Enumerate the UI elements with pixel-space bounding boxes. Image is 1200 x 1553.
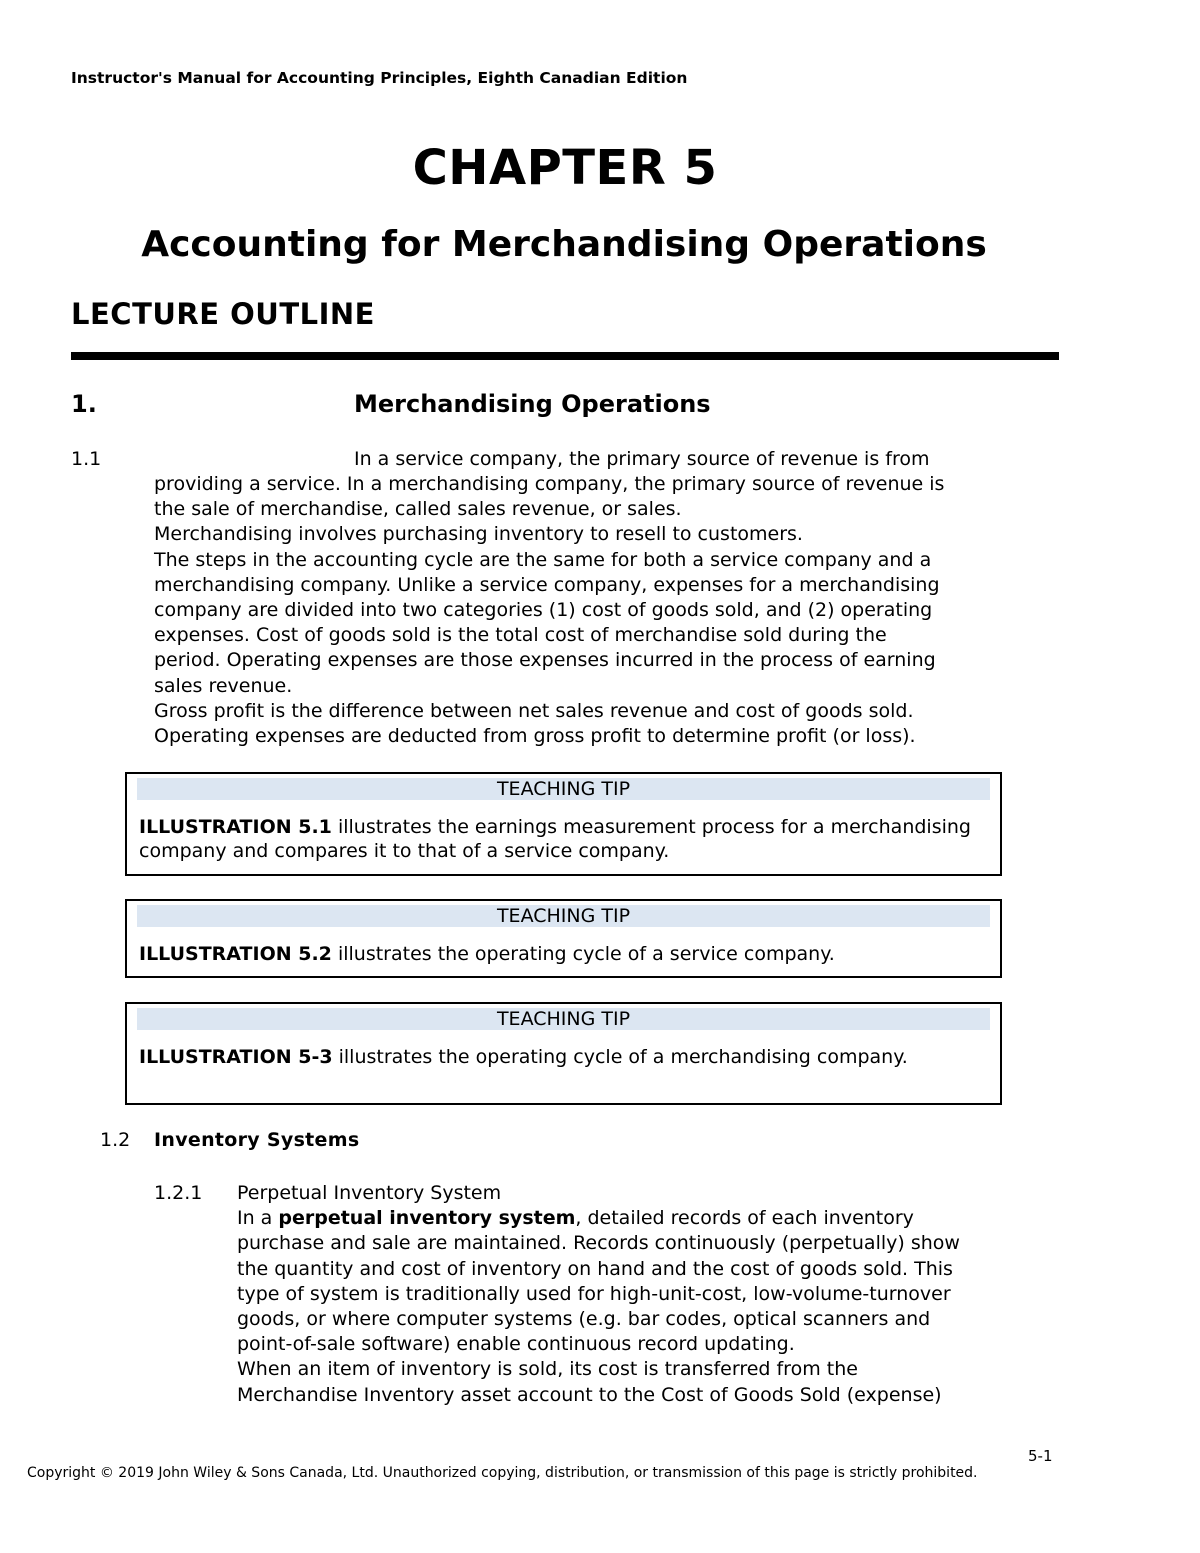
chapter-title: Accounting for Merchandising Operations	[141, 224, 987, 265]
paragraph-line: type of system is traditionally used for high-unit-cost, low-volume-turnover	[237, 1282, 951, 1305]
paragraph-line: Merchandise Inventory asset account to the Cost of Goods Sold (expense)	[237, 1383, 942, 1406]
paragraph-first-line: In a service company, the primary source of revenue is from	[354, 448, 930, 470]
paragraph-line: Gross profit is the difference between net sales revenue and cost of goods sold.	[154, 699, 914, 722]
section-number: 1.	[71, 390, 97, 418]
paragraph-line: goods, or where computer systems (e.g. bar codes, optical scanners and	[237, 1308, 931, 1331]
teaching-tip-text	[139, 815, 1000, 863]
paragraph-line: Operating expenses are deducted from gross profit to determine profit (or loss).	[154, 725, 916, 748]
teaching-tip-text	[139, 1045, 1000, 1069]
paragraph-line: the quantity and cost of inventory on hand and the cost of goods sold. This	[237, 1257, 953, 1280]
running-header: Instructor's Manual for Accounting Principles, Eighth Canadian Edition	[71, 69, 688, 87]
teaching-tip-body: illustrates the operating cycle of a merchandising company.	[332, 1046, 908, 1068]
paragraph-line: expenses. Cost of goods sold is the total cost of merchandise sold during the	[154, 624, 887, 647]
after-term-text: , detailed records of each inventory	[575, 1207, 914, 1230]
paragraph-line: providing a service. In a merchandising company, the primary source of revenue is	[154, 473, 945, 495]
subsubsection-title: Perpetual Inventory System	[237, 1182, 502, 1204]
paragraph-line: When an item of inventory is sold, its cost is transferred from the	[237, 1358, 858, 1381]
copyright-notice: Copyright © 2019 John Wiley & Sons Canada, Ltd. Unauthorized copying, distribution, or transmission of this page is strictly prohibited.	[27, 1465, 978, 1481]
subsubsection-number: 1.2.1	[154, 1182, 203, 1204]
subsection-title: Inventory Systems	[154, 1129, 360, 1151]
subsubsection-body	[237, 1181, 1077, 1408]
teaching-tip-box	[125, 899, 1002, 978]
teaching-tip-heading: TEACHING TIP	[137, 1008, 990, 1030]
paragraph-line: the sale of merchandise, called sales revenue, or sales.	[154, 498, 682, 521]
lecture-outline-heading: LECTURE OUTLINE	[71, 297, 375, 331]
intro-text: In a	[237, 1207, 279, 1230]
page-number: 5-1	[1028, 1447, 1053, 1465]
paragraph-line	[237, 1206, 1077, 1231]
paragraph-line: sales revenue.	[154, 674, 293, 697]
paragraph-line: point-of-sale software) enable continuous record updating.	[237, 1333, 795, 1356]
illustration-ref: ILLUSTRATION 5.1	[139, 816, 332, 838]
heading-divider	[71, 352, 1059, 360]
teaching-tip-box	[125, 1002, 1002, 1105]
teaching-tip-body: illustrates the operating cycle of a service company.	[331, 943, 835, 965]
subsection-number: 1.2	[100, 1129, 131, 1151]
illustration-ref: ILLUSTRATION 5.2	[139, 943, 332, 965]
teaching-tip-text	[139, 942, 1000, 966]
paragraph-line: merchandising company. Unlike a service company, expenses for a merchandising	[154, 573, 940, 596]
paragraph-line: The steps in the accounting cycle are the same for both a service company and a	[154, 548, 932, 571]
chapter-label: CHAPTER 5	[412, 140, 718, 196]
section-title: Merchandising Operations	[354, 390, 711, 418]
paragraph-line: period. Operating expenses are those expenses incurred in the process of earning	[154, 649, 936, 672]
teaching-tip-heading: TEACHING TIP	[137, 905, 990, 927]
paragraph-line: Merchandising involves purchasing inventory to resell to customers.	[154, 523, 803, 546]
paragraph-line: company are divided into two categories (1) cost of goods sold, and (2) operating	[154, 599, 933, 622]
teaching-tip-body: illustrates the earnings measurement process for a merchandising company and compares it to that of a service company.	[139, 816, 971, 862]
paragraph-body	[154, 472, 1074, 749]
teaching-tip-heading: TEACHING TIP	[137, 778, 990, 800]
illustration-ref: ILLUSTRATION 5-3	[139, 1046, 333, 1068]
teaching-tip-box	[125, 772, 1002, 876]
paragraph-line: purchase and sale are maintained. Records continuously (perpetually) show	[237, 1232, 960, 1255]
subsection-number: 1.1	[71, 448, 102, 470]
key-term: perpetual inventory system	[278, 1207, 576, 1230]
